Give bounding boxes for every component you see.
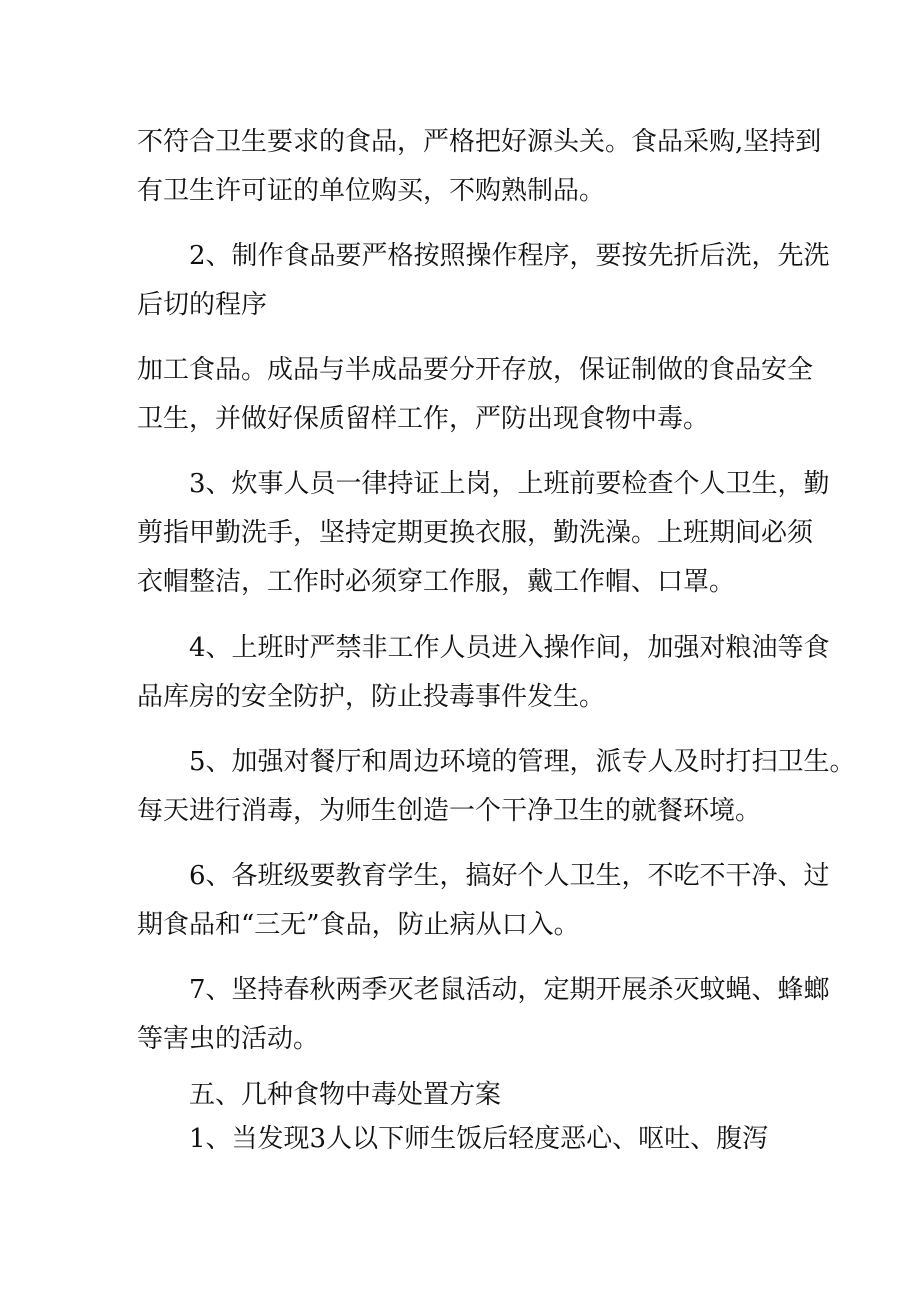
text-line: 期食品和“三无”食品，防止病从口入。: [137, 910, 580, 940]
text-line: 不符合卫生要求的食品，严格把好源头关。食品采购,坚持到: [137, 127, 822, 157]
text-line: 等害虫的活动。: [137, 1024, 320, 1054]
paragraph-start-line: 2、制作食品要严格按照操作程序，要按先折后洗，先洗: [189, 241, 830, 271]
text-line: 有卫生许可证的单位购买，不购熟制品。: [137, 176, 606, 206]
text-line: 后切的程序: [137, 290, 268, 320]
paragraph-start-line: 3、炊事人员一律持证上岗，上班前要检查个人卫生，勤: [189, 469, 830, 499]
paragraph-start-line: 7、坚持春秋两季灭老鼠活动，定期开展杀灭蚊蝇、蜂螂: [189, 975, 830, 1005]
section-heading: 五、几种食物中毒处置方案: [189, 1080, 502, 1110]
text-line: 剪指甲勤洗手，坚持定期更换衣服，勤洗澡。上班期间必须: [137, 518, 814, 548]
text-line: 每天进行消毒，为师生创造一个干净卫生的就餐环境。: [137, 796, 762, 826]
paragraph-start-line: 4、上班时严禁非工作人员进入操作间，加强对粮油等食: [189, 633, 830, 663]
paragraph-start-line: 1、当发现3人以下师生饭后轻度恶心、呕吐、腹泻: [189, 1124, 769, 1154]
text-line: 卫生，并做好保质留样工作，严防出现食物中毒。: [137, 404, 710, 434]
paragraph-start-line: 6、各班级要教育学生，搞好个人卫生，不吃不干净、过: [189, 861, 830, 891]
paragraph-start-line: 5、加强对餐厅和周边环境的管理，派专人及时打扫卫生。: [189, 747, 856, 777]
text-line: 衣帽整洁，工作时必须穿工作服，戴工作帽、口罩。: [137, 567, 736, 597]
text-line: 品库房的安全防护，防止投毒事件发生。: [137, 682, 606, 712]
text-line: 加工食品。成品与半成品要分开存放，保证制做的食品安全: [137, 355, 814, 385]
